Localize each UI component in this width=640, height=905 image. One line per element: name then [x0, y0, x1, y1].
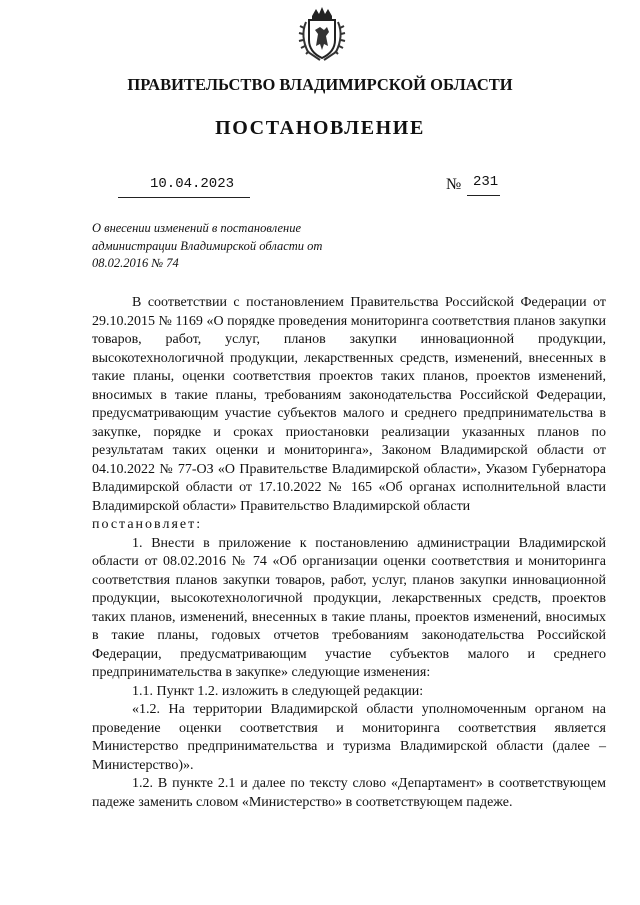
- date-underline: [118, 197, 250, 198]
- number-underline: [467, 195, 500, 196]
- document-subject: [92, 220, 352, 273]
- item-1-1-paragraph: 1.1. Пункт 1.2. изложить в следующей редакции:: [132, 683, 424, 699]
- preamble-text: В соответствии с постановлением Правительства Российской Федерации от 29.10.2015 № 1169 «О порядке проведения мониторинга соответствия планов закупки товаров, работ, услуг, планов закупки инновационной продукции, высокотехнологичной продукции, лекарственных средств, изменений, внесенных в такие планы, оценки соответствия проектов таких планов, проектов изменений, вносимых в такие планы, требованиям законодательства Российской Федерации, предусматривающим участие субъектов малого и среднего предпринимательства в закупке, порядке и сроках приостановки реализации указанных планов по результатам таких оценки и мониторинга», Законом Владимирской области от 04.10.2022 № 77-ОЗ «О Правительстве Владимирской области», Указом Губернатора Владимирской области от 17.10.2022 № 165 «Об органах исполнительной власти Владимирской области» Правительство Владимирской области: [92, 295, 606, 514]
- subject-line: О внесении изменений в постановление: [92, 221, 302, 235]
- subject-line: администрации Владимирской области от: [92, 238, 323, 253]
- number-sign: №: [446, 176, 462, 193]
- subject-line: 08.02.2016 № 74: [92, 256, 179, 270]
- item-1-paragraph: 1. Внести в приложение к постановлению администрации Владимирской области от 08.02.2016 № 74 «Об организации оценки соответствия и мониторинга соответствия планов закупки товаров, работ, услуг, планов закупки инновационной продукции, высокотехнологичной продукции, лекарственных средств, проектов таких планов, изменений, внесенных в такие планы, проектов изменений, вносимых в такие планы, годовых отчетов требованиям законодательства Российской Федерации, предусматривающим участие субъектов малого и среднего предпринимательства в закупке» следующие изменения:: [92, 535, 606, 680]
- document-number: 231: [473, 174, 499, 190]
- item-1-2-paragraph: 1.2. В пункте 2.1 и далее по тексту слово «Департамент» в соответствующем падеже заменить словом «Министерство» в соответствующем падеже.: [92, 776, 606, 810]
- organization-title: ПРАВИТЕЛЬСТВО ВЛАДИМИРСКОЙ ОБЛАСТИ: [127, 75, 513, 94]
- preamble-paragraph: [92, 294, 606, 516]
- document-body: [92, 294, 606, 812]
- coat-of-arms-icon: [294, 6, 350, 62]
- resolves-paragraph: [92, 516, 606, 535]
- resolves-text: постановляет:: [92, 517, 203, 532]
- document-type-title: ПОСТАНОВЛЕНИЕ: [215, 117, 425, 139]
- document-date: 10.04.2023: [150, 176, 235, 192]
- item-1-1-text-paragraph: «1.2. На территории Владимирской области уполномоченным органом на проведение оценки соответствия и мониторинга соответствия является Министерство предпринимательства и туризма Владимирской области (далее – Министерство)».: [92, 702, 606, 773]
